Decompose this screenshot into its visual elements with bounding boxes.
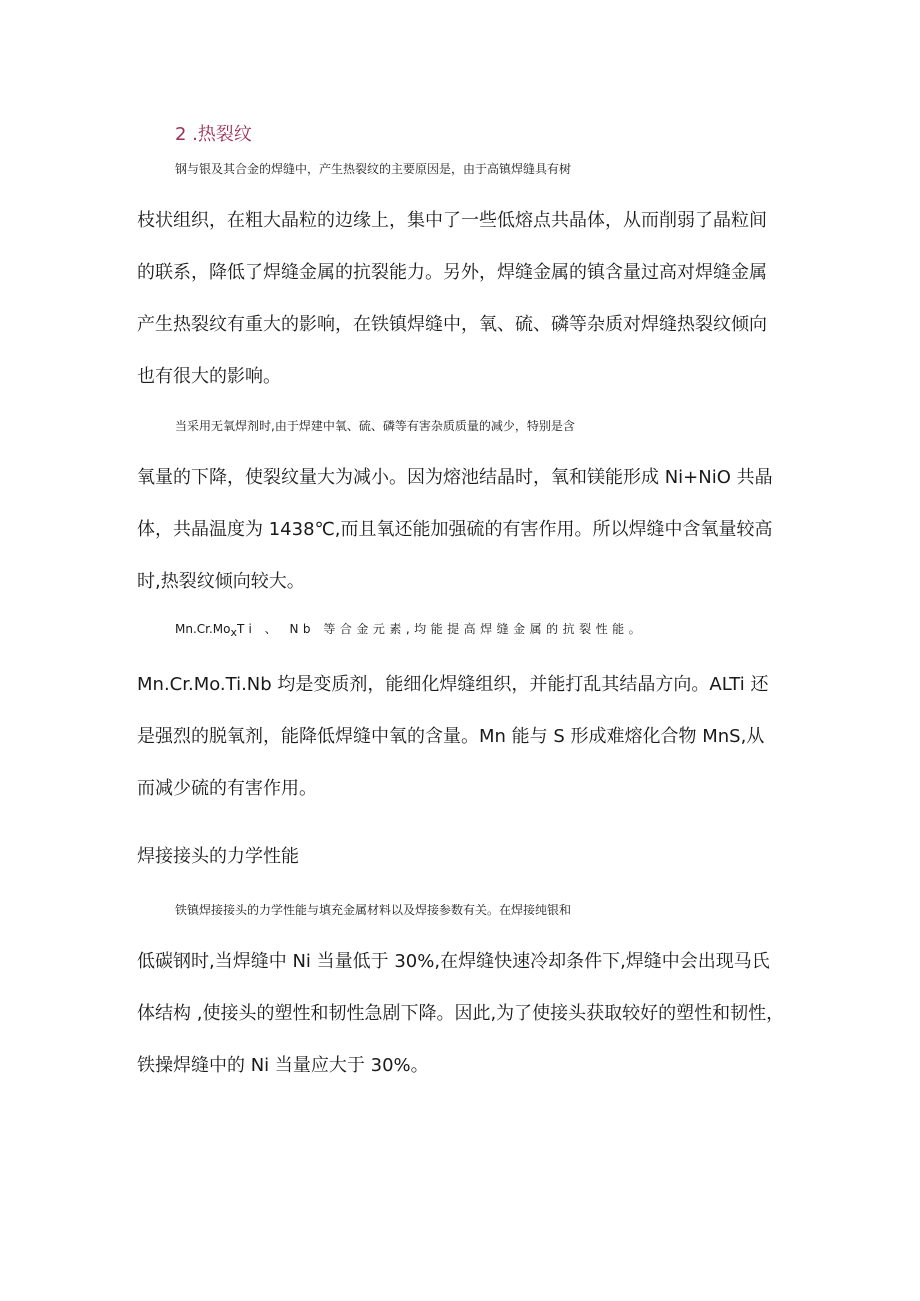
paragraph-alloying-elements <box>137 603 785 815</box>
text-line: 铁镇焊接接头的力学性能与填充金属材料以及焊接参数有关。在焊接纯银和 <box>175 903 572 917</box>
text-line: 的联系，降低了焊缝金属的抗裂能力。另外，焊缝金属的镇含量过高对焊缝金属 <box>137 262 767 283</box>
text-fragment: Ti 、 Nb 等合金元素,均能提高焊缝金属的抗裂性能。 <box>237 622 646 636</box>
text-line: 体结构 ,使接头的塑性和韧性急剧下降。因此,为了使接头获取较好的塑性和韧性， <box>137 1003 785 1024</box>
text-line: 是强烈的脱氧剂，能降低焊缝中氧的含量。Mn 能与 S 形成难熔化合物 MnS,从 <box>137 726 765 747</box>
section-title-mechanical-properties: 焊接接头的力学性能 <box>137 846 299 867</box>
paragraph-joint-mechanical-properties <box>137 884 785 1092</box>
paragraph-oxygen-free-flux <box>137 400 785 608</box>
text-line: 铁操焊缝中的 Ni 当量应大于 30%。 <box>137 1055 429 1076</box>
text-line <box>137 603 785 659</box>
text-line: 产生热裂纹有重大的影响，在铁镇焊缝中，氧、硫、磷等杂质对焊缝热裂纹倾向 <box>137 314 767 335</box>
section-heading-hot-cracks: 2 .热裂纹 <box>175 124 252 145</box>
paragraph-hot-crack-causes <box>137 143 785 403</box>
text-line: 时,热裂纹倾向较大。 <box>137 571 305 592</box>
text-line: 体，共晶温度为 1438℃,而且氧还能加强硫的有害作用。所以焊缝中含氧量较高 <box>137 519 773 540</box>
text-line: 当采用无氧焊剂时,由于焊建中氧、硫、磷等有害杂质质量的减少，特别是含 <box>175 419 575 433</box>
text-line: Mn.Cr.Mo.Ti.Nb 均是变质剂，能细化焊缝组织，并能打乱其结晶方向。ALTi 还 <box>137 674 769 695</box>
text-line: 而减少硫的有害作用。 <box>137 778 317 799</box>
text-line: 氧量的下降，使裂纹量大为减小。因为熔池结晶时，氧和镁能形成 Ni+NiO 共晶 <box>137 467 773 488</box>
text-line: 枝状组织，在粗大晶粒的边缘上，集中了一些低熔点共晶体，从而削弱了晶粒间 <box>137 210 767 231</box>
text-line: 也有很大的影响。 <box>137 366 281 387</box>
text-line: 低碳钢时,当焊缝中 Ni 当量低于 30%,在焊缝快速冷却条件下,焊缝中会出现马氏 <box>137 951 770 972</box>
text-fragment: Mn.Cr.Mo <box>175 622 231 636</box>
text-line: 钢与银及其合金的焊缝中，产生热裂纹的主要原因是，由于高镇焊缝具有树 <box>175 162 572 176</box>
subscript-x: x <box>230 626 238 639</box>
